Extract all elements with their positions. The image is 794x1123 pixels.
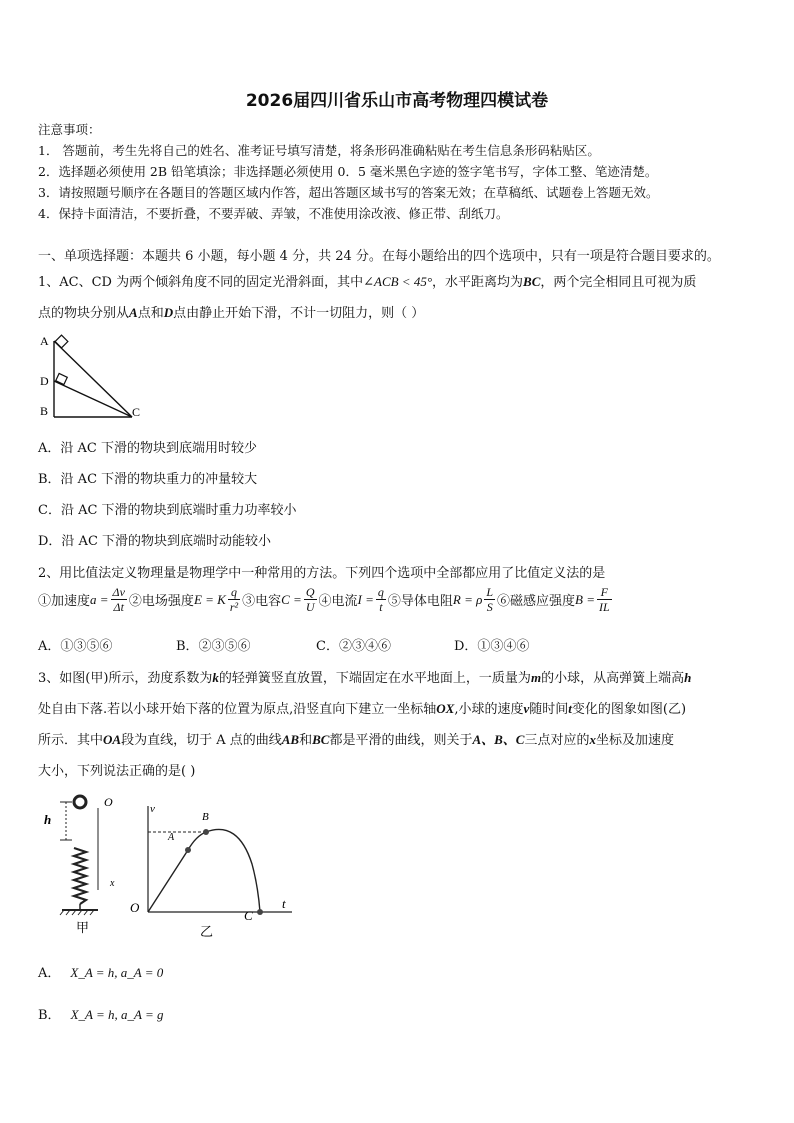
q2-choice-d: D．①③④⑥ [454, 639, 530, 654]
q3-text-g: 变化的图象如图(乙) [571, 702, 687, 717]
f6-den: IL [599, 600, 610, 614]
note-item-3: 3．请按照题号顺序在各题目的答题区域内作答，超出答题区域书写的答案无效；在草稿纸、试题卷上答题无效。 [38, 185, 659, 200]
q1-line-2 [38, 302, 424, 321]
formula-resistance [388, 585, 497, 614]
label-c: C [244, 908, 253, 923]
q3-ox: OX [436, 701, 455, 716]
formula-field-strength [129, 585, 242, 614]
q3-h: h [684, 670, 692, 685]
q3-line-4: 大小，下列说法正确的是( ) [38, 764, 196, 779]
q3-vt-graph [120, 796, 300, 940]
f5-den: S [486, 600, 493, 614]
f5-lhs: R = ρ [452, 591, 483, 607]
q3-line-1 [38, 667, 691, 686]
f6-label: ⑥磁感应强度 [497, 594, 576, 609]
q1-incline-figure [36, 333, 148, 423]
q3-t: t [568, 701, 572, 716]
f3-label: ③电容 [242, 594, 282, 609]
q1-option-b: B．沿 AC 下滑的物块重力的冲量较大 [38, 472, 258, 487]
note-item-4: 4．保持卡面清洁，不要折叠，不要弄破、弄皱，不准使用涂改液、修正带、刮纸刀。 [38, 206, 509, 221]
note-item-2: 2．选择题必须使用 2B 铅笔填涂；非选择题必须使用 0．5 毫米黑色字迹的签字笔书写，字体工整、笔迹清楚。 [38, 164, 658, 179]
q3-text-l: 三点对应的 [524, 733, 590, 748]
f3-fraction [304, 585, 317, 614]
f1-num: Δv [112, 585, 125, 599]
q3-option-b [38, 1004, 163, 1023]
label-a: A [168, 832, 175, 843]
f4-fraction [376, 585, 386, 614]
page-title: 2026届四川省乐山市高考物理四模试卷 [245, 91, 549, 111]
curve-abc [188, 829, 260, 912]
label-v: v [150, 803, 155, 815]
f4-lhs: I = [357, 591, 374, 607]
q3-text-d: 处自由下落.若以小球开始下落的位置为原点,沿竖直向下建立一坐标轴 [38, 702, 437, 717]
q2-choice-c: C．②③④⑥ [316, 639, 391, 654]
block-a [55, 335, 68, 348]
f6-fraction [597, 585, 612, 614]
q3-text-h: 所示．其中 [38, 733, 104, 748]
label-h: h [44, 812, 52, 827]
q1-text-f: 点由静止开始下滑，不计一切阻力，则（ ） [173, 306, 425, 321]
f6-lhs: B = [575, 591, 596, 607]
q1-bc: BC [523, 274, 541, 289]
q2-stem: 2、用比值法定义物理量是物理学中一种常用的方法。下列四个选项中全部都应用了比值定义法的是 [38, 566, 606, 581]
notes-heading: 注意事项： [38, 122, 101, 137]
label-c: C [132, 405, 141, 419]
label-yi: 乙 [200, 924, 214, 939]
q1-text-c: ，两个完全相同且可视为质 [540, 275, 697, 290]
label-d: D [40, 374, 49, 388]
f2-den: r² [229, 600, 239, 614]
q3-text-m: 坐标及加速度 [595, 733, 674, 748]
q3-text-j: 和 [299, 733, 313, 748]
formula-acceleration [38, 585, 129, 614]
label-jia: 甲 [76, 920, 90, 935]
q1-option-d: D．沿 AC 下滑的物块到底端时动能较小 [38, 534, 272, 549]
label-o-left: O [104, 795, 113, 809]
q2-choices [38, 635, 529, 654]
q3-text-b: 的轻弹簧竖直放置，下端固定在水平地面上，一质量为 [218, 671, 531, 686]
f2-lhs: E = K [193, 591, 226, 607]
q3-oa: OA [103, 732, 122, 747]
f2-label: ②电场强度 [128, 594, 194, 609]
f5-num: L [486, 585, 494, 599]
q1-angle: ∠ACB < 45° [363, 274, 433, 289]
f1-fraction [111, 585, 127, 614]
f4-label: ④电流 [318, 594, 358, 609]
f1-lhs: a = [90, 591, 109, 607]
f1-den: Δt [113, 600, 124, 614]
f6-num: F [597, 585, 612, 600]
q3-line-3 [38, 729, 674, 748]
q3-option-a [38, 962, 163, 981]
q3-option-a-label: A． [38, 966, 61, 981]
q3-spring-figure [36, 790, 116, 940]
f1-label: ①加速度 [38, 594, 91, 609]
label-x: x [110, 878, 115, 889]
q3-text-c: 的小球，从高弹簧上端高 [541, 671, 685, 686]
q1-option-c: C．沿 AC 下滑的物块到底端时重力功率较小 [38, 503, 297, 518]
q3-option-b-expr: X_A = h, a_A = g [70, 1007, 164, 1022]
f2-num: q [228, 585, 240, 600]
q1-option-a: A．沿 AC 下滑的物块到底端用时较少 [38, 441, 257, 456]
f5-fraction [484, 585, 495, 614]
f3-lhs: C = [281, 591, 302, 607]
f5-label: ⑤导体电阻 [387, 594, 453, 609]
q1-text-e: 点和 [137, 306, 164, 321]
q3-x: x [589, 732, 596, 747]
q1-text-b: ，水平距离均为 [432, 275, 524, 290]
f3-den: U [305, 600, 315, 614]
q3-bc: BC [312, 732, 330, 747]
q1-point-a: A [129, 305, 138, 320]
q1-text-a: 1、AC、CD 为两个倾斜角度不同的固定光滑斜面，其中 [38, 275, 364, 290]
f4-num: q [377, 585, 384, 599]
ball [74, 796, 86, 808]
formula-capacitance [242, 585, 318, 614]
q3-text-e: ,小球的速度 [454, 702, 524, 717]
q3-text-f: 随时间 [529, 702, 569, 717]
q2-choice-b: B．②③⑤⑥ [176, 639, 251, 654]
point-b [203, 829, 209, 835]
section-heading: 一、单项选择题：本题共 6 小题，每小题 4 分，共 24 分。在每小题给出的四个选项中，只有一项是符合题目要求的。 [38, 249, 720, 264]
formula-magnetic-induction [497, 585, 614, 614]
formula-current [319, 585, 388, 614]
label-b: B [40, 404, 49, 418]
point-a [185, 847, 191, 853]
q2-formula-row [38, 585, 614, 614]
q3-k: k [212, 670, 219, 685]
label-a: A [40, 334, 49, 348]
label-o: O [130, 900, 140, 915]
q3-text-i: 段为直线，切于 A 点的曲线 [121, 733, 282, 748]
q2-choice-a: A．①③⑤⑥ [38, 639, 113, 654]
q3-text-k: 都是平滑的曲线，则关于 [329, 733, 473, 748]
q3-option-b-label: B． [38, 1008, 61, 1023]
f4-den: t [379, 600, 383, 614]
q3-line-2 [38, 698, 686, 717]
q1-text-d: 点的物块分别从 [38, 306, 130, 321]
incline-dc [54, 381, 132, 417]
q3-ab: AB [281, 732, 300, 747]
q1-line-1 [38, 271, 696, 290]
q3-option-a-expr: X_A = h, a_A = 0 [70, 965, 164, 980]
segment-oa [148, 850, 188, 912]
f2-fraction [228, 585, 240, 614]
label-b: B [202, 811, 209, 823]
q3-text-a: 3、如图(甲)所示，劲度系数为 [38, 671, 213, 686]
q3-v: v [523, 701, 530, 716]
q3-abc: A、B、C [472, 732, 525, 747]
label-t: t [282, 896, 286, 911]
note-item-1: 1． 答题前，考生先将自己的姓名、准考证号填写清楚，将条形码准确粘贴在考生信息条形码粘贴区。 [38, 143, 600, 158]
f3-num: Q [305, 585, 315, 599]
spring-coil [74, 848, 86, 904]
q1-point-d: D [163, 305, 174, 320]
q3-m: m [530, 670, 542, 685]
point-c [257, 909, 263, 915]
